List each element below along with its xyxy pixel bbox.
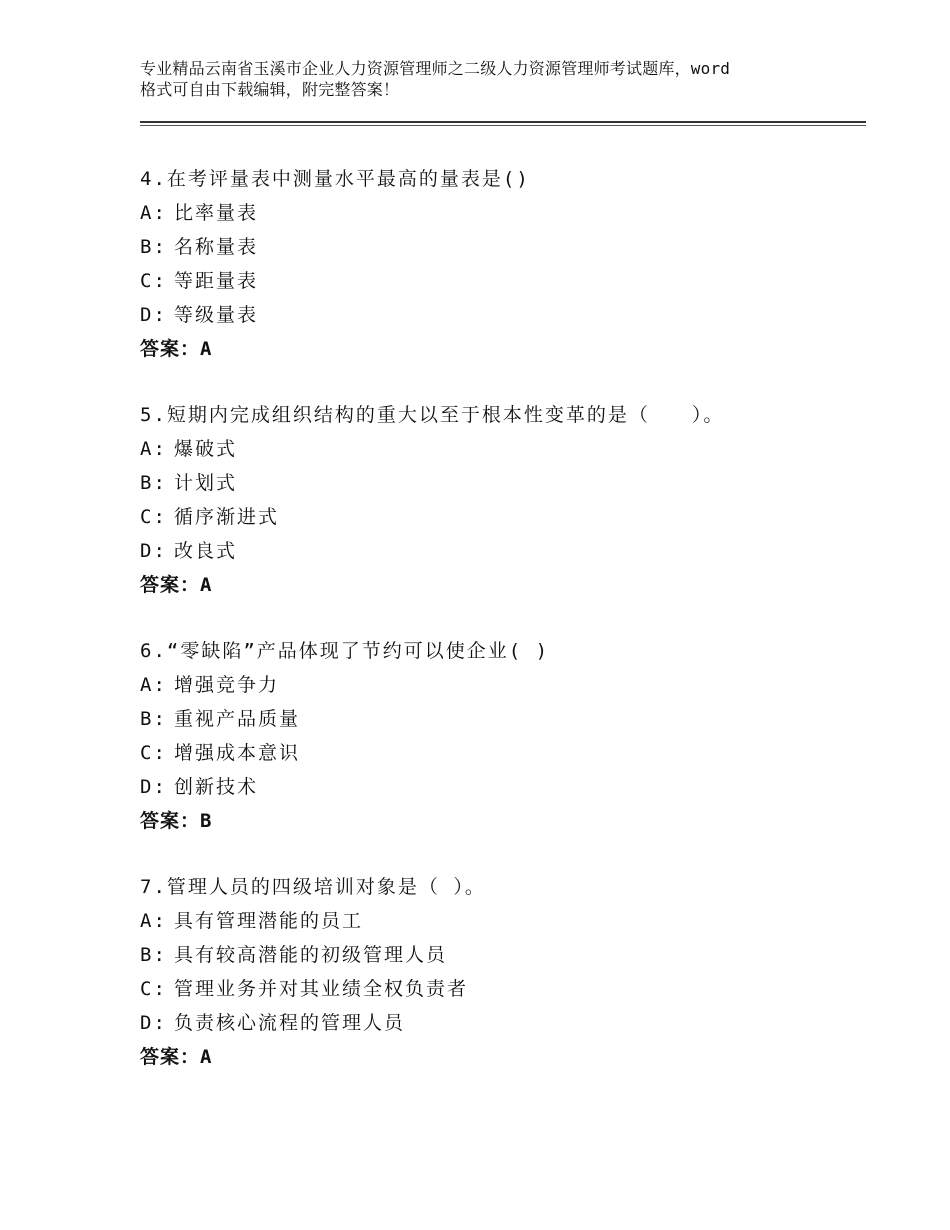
option-c <box>140 500 860 534</box>
option-d <box>140 534 860 568</box>
option-d <box>140 1006 860 1040</box>
option-text: 重视产品质量 <box>174 708 301 730</box>
option-text: 管理业务并对其业绩全权负责者 <box>174 978 469 1000</box>
option-letter: C: <box>140 742 167 764</box>
option-text: 计划式 <box>174 472 238 494</box>
question-stem: 6.“零缺陷”产品体现了节约可以使企业( ) <box>140 640 550 662</box>
option-letter: A: <box>140 202 167 224</box>
document-header <box>140 58 840 100</box>
question-4 <box>140 162 860 366</box>
answer-label: 答案：A <box>140 338 213 360</box>
question-list <box>140 162 860 1106</box>
option-letter: D: <box>140 540 167 562</box>
option-letter: D: <box>140 304 167 326</box>
option-letter: C: <box>140 978 167 1000</box>
option-a <box>140 432 860 466</box>
option-text: 名称量表 <box>174 236 259 258</box>
header-divider-thick <box>140 121 866 123</box>
option-text: 增强竞争力 <box>174 674 280 696</box>
option-b <box>140 230 860 264</box>
question-stem: 5.短期内完成组织结构的重大以至于根本性变革的是（ ）。 <box>140 404 725 426</box>
option-text: 等级量表 <box>174 304 259 326</box>
option-text: 负责核心流程的管理人员 <box>174 1012 406 1034</box>
option-letter: A: <box>140 674 167 696</box>
option-letter: B: <box>140 944 167 966</box>
header-line-2: 格式可自由下载编辑，附完整答案！ <box>140 80 400 99</box>
question-6 <box>140 634 860 838</box>
option-d <box>140 298 860 332</box>
option-letter: B: <box>140 708 167 730</box>
option-letter: A: <box>140 910 167 932</box>
question-7 <box>140 870 860 1074</box>
option-b <box>140 466 860 500</box>
option-letter: D: <box>140 1012 167 1034</box>
question-stem: 7.管理人员的四级培训对象是（ ）。 <box>140 876 486 898</box>
option-d <box>140 770 860 804</box>
question-5 <box>140 398 860 602</box>
option-text: 比率量表 <box>174 202 259 224</box>
option-c <box>140 736 860 770</box>
option-c <box>140 264 860 298</box>
option-text: 改良式 <box>174 540 238 562</box>
option-text: 创新技术 <box>174 776 259 798</box>
option-letter: B: <box>140 236 167 258</box>
option-b <box>140 702 860 736</box>
option-a <box>140 904 860 938</box>
option-text: 爆破式 <box>174 438 238 460</box>
option-a <box>140 196 860 230</box>
answer-label: 答案：A <box>140 1046 213 1068</box>
option-letter: C: <box>140 270 167 292</box>
option-letter: A: <box>140 438 167 460</box>
option-b <box>140 938 860 972</box>
option-text: 具有管理潜能的员工 <box>174 910 364 932</box>
option-text: 等距量表 <box>174 270 259 292</box>
answer-label: 答案：B <box>140 810 213 832</box>
header-line-1: 专业精品云南省玉溪市企业人力资源管理师之二级人力资源管理师考试题库，word <box>140 59 731 78</box>
option-text: 具有较高潜能的初级管理人员 <box>174 944 448 966</box>
option-letter: B: <box>140 472 167 494</box>
option-text: 循序渐进式 <box>174 506 280 528</box>
option-c <box>140 972 860 1006</box>
option-text: 增强成本意识 <box>174 742 301 764</box>
header-divider-thin <box>140 125 866 126</box>
answer-label: 答案：A <box>140 574 213 596</box>
option-a <box>140 668 860 702</box>
option-letter: D: <box>140 776 167 798</box>
question-stem: 4.在考评量表中测量水平最高的量表是() <box>140 168 530 190</box>
option-letter: C: <box>140 506 167 528</box>
